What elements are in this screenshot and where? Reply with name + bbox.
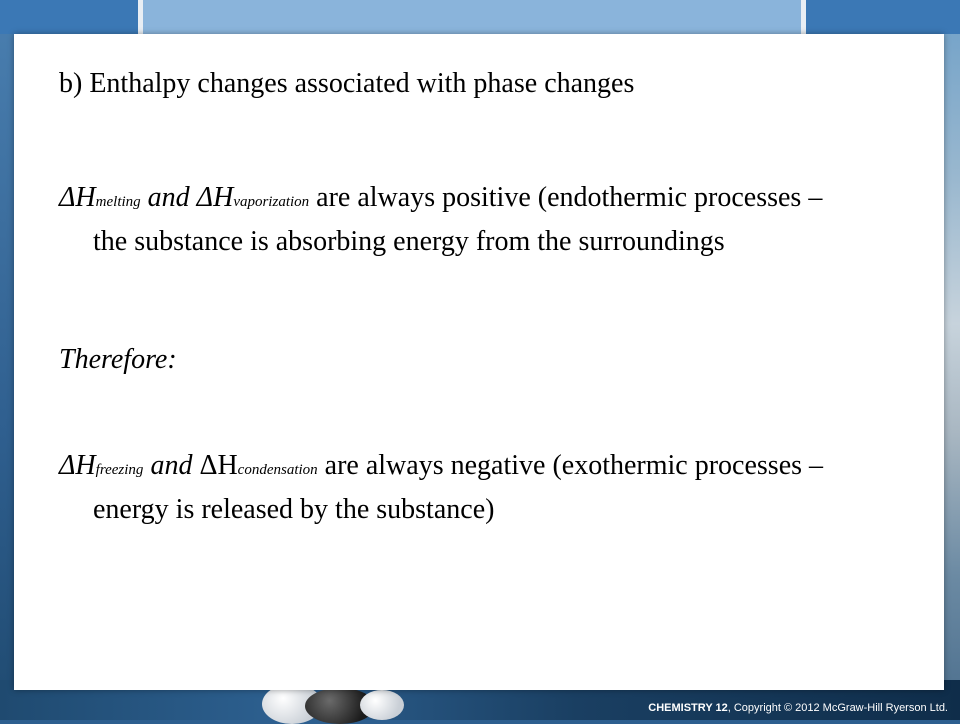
copyright-footer [648,702,948,714]
delta-h-symbol: ΔH [196,182,234,213]
copyright-text: , Copyright © 2012 McGraw-Hill Ryerson Ltd. [727,702,948,714]
delta-h-symbol: ΔH [199,450,238,481]
molecule-atom-decoration [360,690,404,720]
subscript-melting: melting [95,194,141,210]
paragraph-freezing-condensation [59,446,863,530]
paragraph-text: are always positive (endothermic processes – the substance is absorbing energy from the surroundings [93,182,823,257]
subscript-vaporization: vaporization [233,194,310,210]
paragraph-text: are always negative (exothermic processes – energy is released by the substance) [93,450,824,525]
paragraph-melting-vaporization [59,178,863,262]
delta-h-symbol: ΔH [59,182,96,213]
header-tab-left [0,0,138,34]
header-tab-center [143,0,801,34]
slide-heading: b) Enthalpy changes associated with phase changes [59,68,635,99]
header-tab-right [806,0,960,34]
book-title: CHEMISTRY 12 [648,702,728,714]
subscript-freezing: freezing [95,462,144,478]
subscript-condensation: condensation [237,462,318,478]
therefore-label: Therefore: [59,344,177,375]
and-word: and [143,450,200,481]
slide-content [14,34,944,690]
delta-h-symbol: ΔH [59,450,96,481]
and-word: and [140,182,197,213]
